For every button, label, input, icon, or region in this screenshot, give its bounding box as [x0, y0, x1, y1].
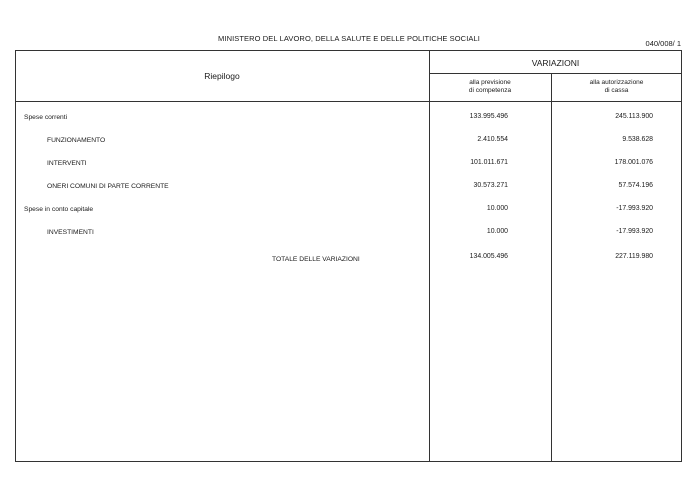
page-code: 040/008/ 1	[645, 39, 681, 48]
row-label: Spese correnti	[24, 114, 68, 121]
row-competenza: 133.995.496	[469, 113, 508, 120]
header-bottom-line	[15, 101, 682, 102]
column-divider-2	[551, 74, 552, 462]
row-cassa: 9.538.628	[622, 136, 653, 143]
col-cassa-header: alla autorizzazione di cassa	[589, 79, 644, 94]
row-cassa: 178.001.076	[614, 159, 653, 166]
col-competenza-header: alla previsione di competenza	[468, 79, 512, 94]
row-cassa: -17.993.920	[616, 228, 653, 235]
summary-header: Riepilogo	[204, 71, 240, 81]
row-competenza: 2.410.554	[477, 136, 508, 143]
row-label: INTERVENTI	[47, 160, 87, 167]
row-competenza: 10.000	[486, 228, 508, 235]
row-competenza: 10.000	[486, 205, 508, 212]
row-cassa: 245.113.900	[615, 113, 653, 120]
row-label: Spese in conto capitale	[24, 206, 94, 213]
row-label: ONERI COMUNI DI PARTE CORRENTE	[47, 183, 169, 190]
row-label: FUNZIONAMENTO	[47, 137, 106, 144]
ministry-title: MINISTERO DEL LAVORO, DELLA SALUTE E DELLE POLITICHE SOCIALI	[218, 34, 480, 43]
row-cassa: 57.574.196	[618, 182, 653, 189]
row-cassa: -17.993.920	[616, 205, 653, 212]
column-divider-1	[429, 50, 430, 462]
total-label: TOTALE DELLE VARIAZIONI	[272, 256, 360, 263]
row-competenza: 101.011.671	[470, 159, 508, 166]
total-competenza: 134.005.496	[469, 253, 508, 260]
total-cassa: 227.119.980	[615, 253, 653, 260]
variations-header: VARIAZIONI	[531, 58, 580, 68]
row-label: INVESTIMENTI	[47, 229, 94, 236]
row-competenza: 30.573.271	[473, 182, 508, 189]
variations-underline	[429, 73, 682, 74]
